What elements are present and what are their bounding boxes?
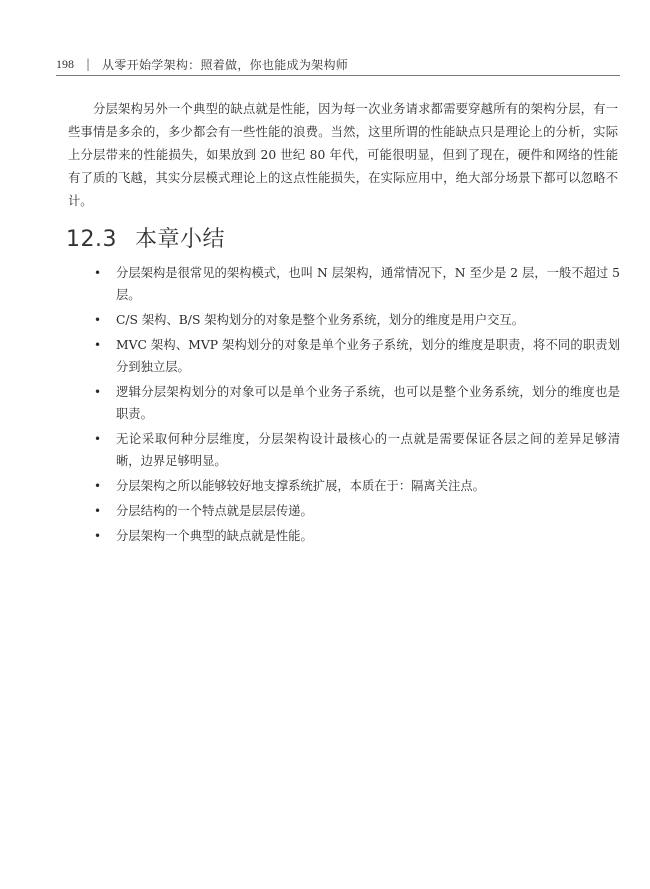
summary-list xyxy=(92,262,620,550)
bullet-icon: • xyxy=(94,432,102,446)
bullet-icon: • xyxy=(94,385,102,399)
bullet-icon: • xyxy=(94,313,102,327)
list-item-text: 分层结构的一个特点就是层层传递。 xyxy=(116,504,313,518)
list-item xyxy=(92,381,620,425)
list-item xyxy=(92,309,620,331)
bullet-icon: • xyxy=(94,529,102,543)
list-item-text: C/S 架构、B/S 架构划分的对象是整个业务系统，划分的维度是用户交互。 xyxy=(116,313,525,327)
bullet-icon: • xyxy=(94,338,102,352)
list-item xyxy=(92,428,620,472)
list-item-text: 无论采取何种分层维度，分层架构设计最核心的一点就是需要保证各层之间的差异足够清晰，边界足够明显。 xyxy=(116,432,620,468)
book-title: 从零开始学架构：照着做，你也能成为架构师 xyxy=(102,57,349,72)
list-item-text: 分层架构是很常见的架构模式，也叫 N 层架构，通常情况下，N 至少是 2 层，一般不超过 5 层。 xyxy=(116,266,620,302)
section-title: 本章小结 xyxy=(134,227,225,252)
list-item-text: 分层架构之所以能够较好地支撑系统扩展，本质在于：隔离关注点。 xyxy=(116,479,485,493)
list-item xyxy=(92,475,620,497)
intro-paragraph: 分层架构另外一个典型的缺点就是性能，因为每一次业务请求都需要穿越所有的架构分层，有一些事情是多余的，多少都会有一些性能的浪费。当然，这里所谓的性能缺点只是理论上的分析，实际上分层带来的性能损失，如果放到 20 世纪 80 年代，可能很明显，但到了现在，硬件和网络的性能有了质的飞越，其实分层模式理论上的这点性能损失，在实际应用中，绝大部分场景下都可以忽略不计。 xyxy=(68,102,618,208)
header-separator: | xyxy=(86,57,91,71)
list-item-text: MVC 架构、MVP 架构划分的对象是单个业务子系统，划分的维度是职责，将不同的职责划分到独立层。 xyxy=(116,338,620,374)
list-item xyxy=(92,334,620,378)
list-item-text: 逻辑分层架构划分的对象可以是单个业务子系统，也可以是整个业务系统，划分的维度也是职责。 xyxy=(116,385,620,421)
list-item xyxy=(92,525,620,547)
section-number: 12.3 xyxy=(66,227,117,252)
section-heading xyxy=(66,222,225,253)
list-item-text: 分层架构一个典型的缺点就是性能。 xyxy=(116,529,313,543)
list-item xyxy=(92,500,620,522)
running-header xyxy=(56,55,620,73)
bullet-icon: • xyxy=(94,479,102,493)
header-rule xyxy=(56,75,620,76)
page-number: 198 xyxy=(56,56,74,71)
bullet-icon: • xyxy=(94,504,102,518)
list-item xyxy=(92,262,620,306)
bullet-icon: • xyxy=(94,266,102,280)
